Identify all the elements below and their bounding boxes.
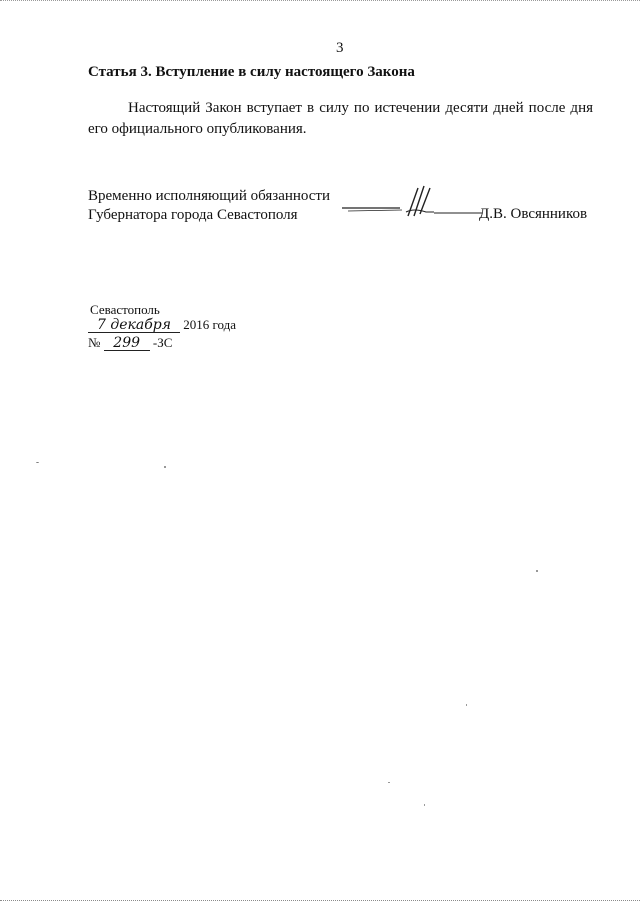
signing-year: 2016 года: [183, 317, 237, 332]
scan-speck: [36, 462, 39, 463]
number-suffix: -ЗС: [152, 335, 173, 350]
signer-title: [88, 187, 330, 225]
law-number: [88, 335, 172, 351]
scan-speck: [466, 704, 467, 706]
handwritten-number: 299: [104, 336, 150, 351]
scan-speck: [424, 804, 425, 806]
scan-speck: [164, 466, 166, 468]
signer-name: Д.В. Овсянников: [479, 206, 588, 222]
scan-speck: [536, 570, 538, 572]
article-text: Настоящий Закон вступает в силу по истечении десяти дней после дня его официального опубликования.: [88, 100, 593, 137]
signer-title-line2: Губернатора города Севастополя: [88, 207, 298, 223]
handwritten-date: 7 декабря: [88, 318, 180, 333]
signing-place: Севастополь: [90, 302, 160, 317]
number-prefix: №: [88, 335, 101, 350]
scan-edge-top: [0, 0, 640, 4]
signing-date: [88, 317, 236, 333]
signature-icon: [330, 182, 490, 230]
scan-speck: [388, 782, 390, 783]
signer-title-line1: Временно исполняющий обязанности: [88, 188, 331, 204]
article-heading: Статья 3. Вступление в силу настоящего Закона: [88, 64, 415, 80]
scan-edge-bottom: [0, 898, 640, 901]
page-number: 3: [336, 40, 344, 56]
